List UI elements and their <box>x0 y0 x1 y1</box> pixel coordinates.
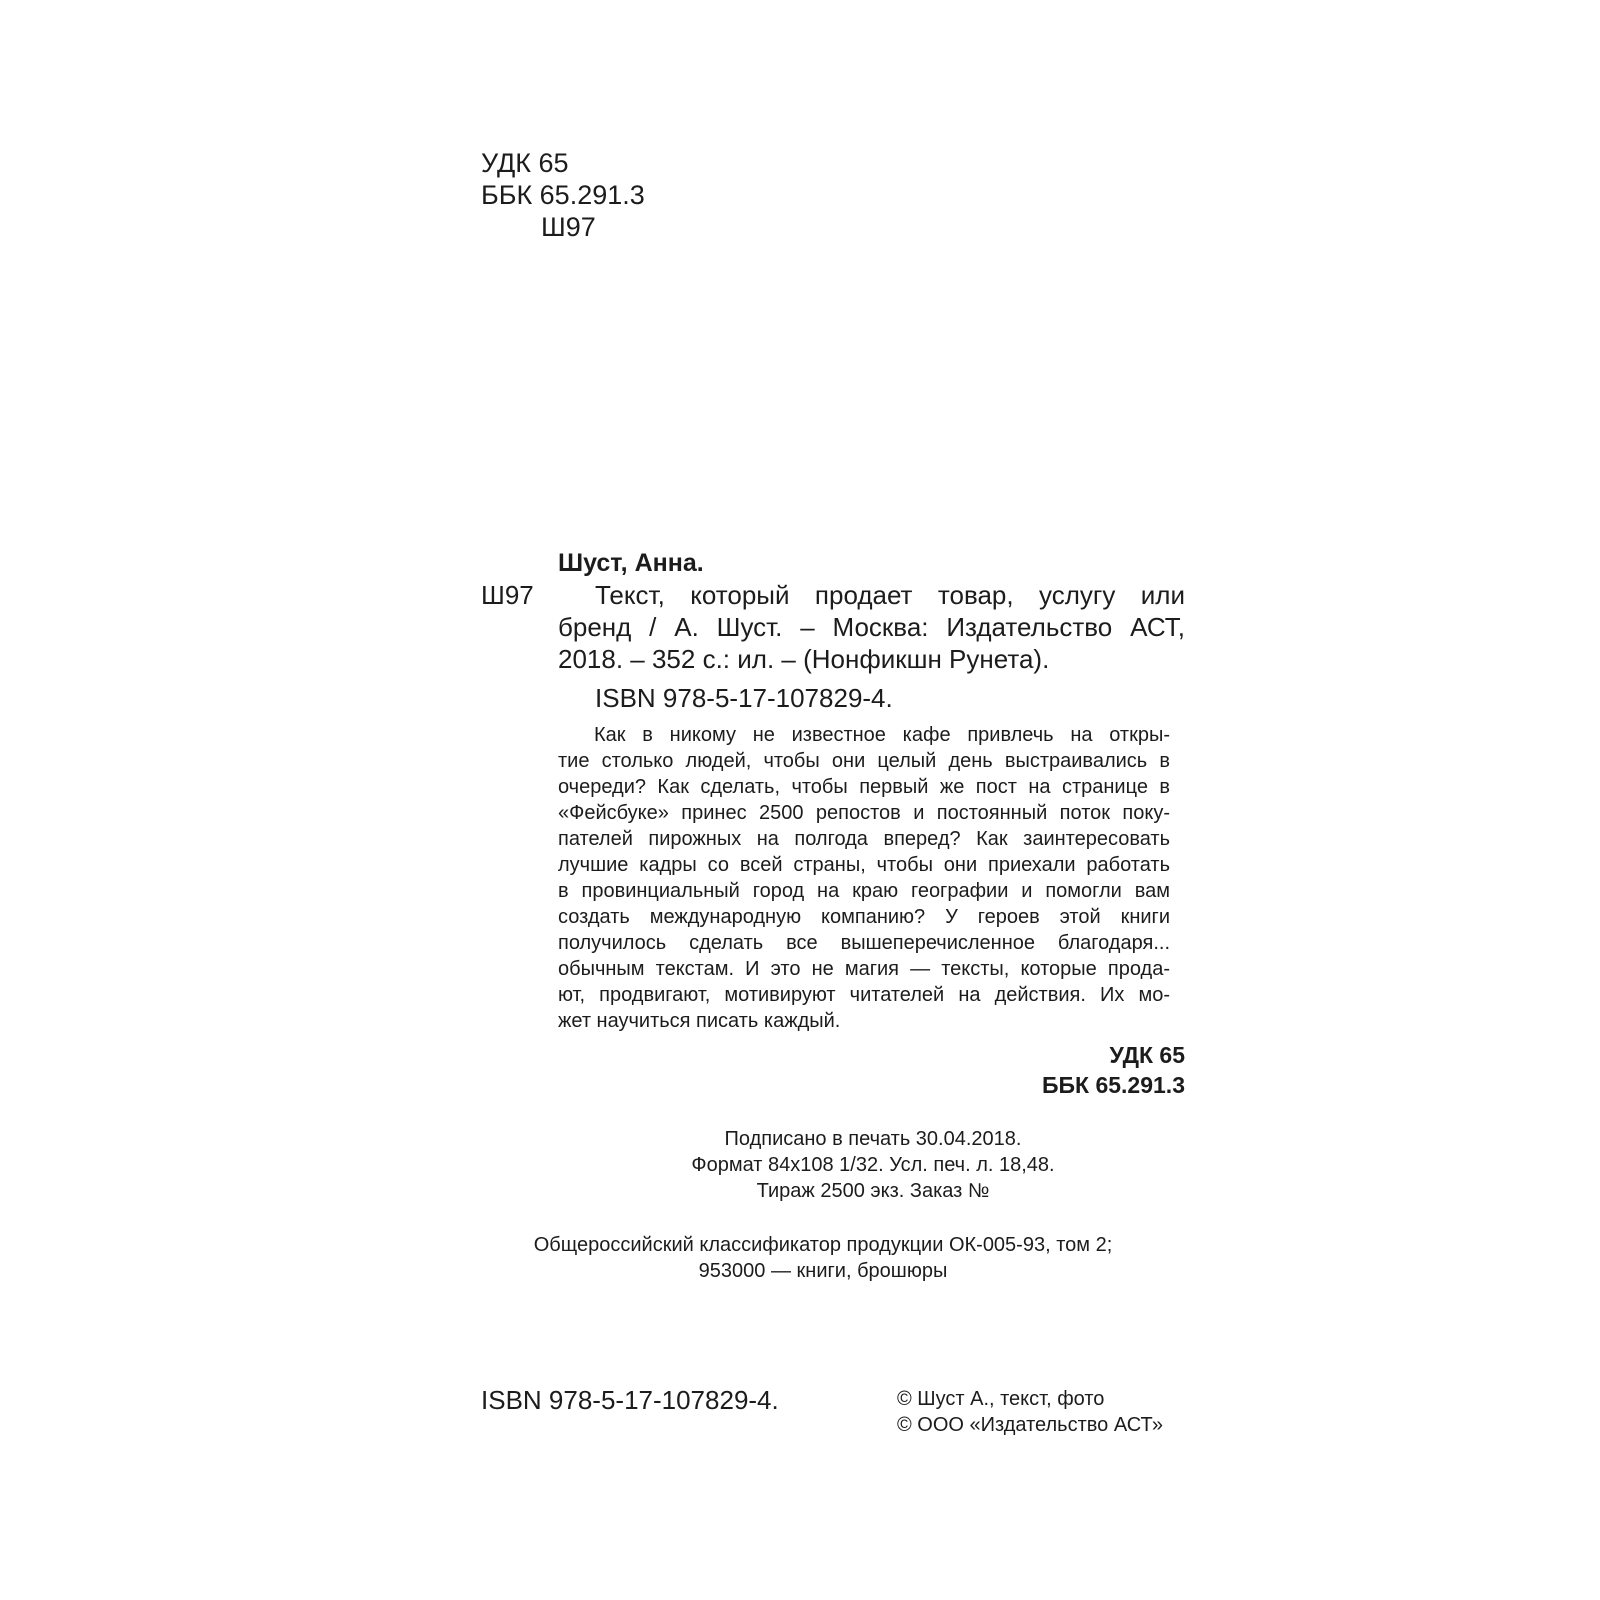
copyright-publisher: © ООО «Издательство АСТ» <box>897 1414 1163 1436</box>
footer-isbn: ISBN 978-5-17-107829-4. <box>481 1385 779 1415</box>
annotation-line: лучшие кадры со всей страны, чтобы они приехали работать <box>558 854 1170 876</box>
annotation-line: в провинциальный город на краю географии и помогли вам <box>558 880 1170 902</box>
record-author-mark: Ш97 <box>481 580 534 610</box>
record-bbk: ББК 65.291.3 <box>1041 1072 1185 1098</box>
record-udk: УДК 65 <box>1109 1042 1185 1068</box>
imprint-format: Формат 84x108 1/32. Усл. печ. л. 18,48. <box>691 1154 1055 1176</box>
imprint-signed: Подписано в печать 30.04.2018. <box>724 1128 1022 1150</box>
annotation <box>558 722 1170 1034</box>
annotation-line: очереди? Как сделать, чтобы первый же пост на странице в <box>558 776 1170 798</box>
annotation-line: тие столько людей, чтобы они целый день выстраивались в <box>558 750 1170 772</box>
record-title-line: бренд / А. Шуст. – Москва: Издательство АСТ, <box>558 612 1185 642</box>
annotation-line: жет научиться писать каждый. <box>558 1010 841 1032</box>
record-title-line: Текст, который продает товар, услугу или <box>595 580 1185 610</box>
record-title-line: 2018. – 352 с.: ил. – (Нонфикшн Рунета). <box>558 644 1050 674</box>
record-isbn: ISBN 978-5-17-107829-4. <box>595 683 893 713</box>
imprint-run: Тираж 2500 экз. Заказ № <box>756 1180 990 1202</box>
annotation-line: создать международную компанию? У героев этой книги <box>558 906 1170 928</box>
annotation-line: пателей пирожных на полгода вперед? Как заинтересовать <box>558 828 1170 850</box>
annotation-line: получилось сделать все вышеперечисленное благодаря... <box>558 932 1170 954</box>
header-author-mark: Ш97 <box>541 212 596 242</box>
classifier-line: 953000 — книги, брошюры <box>698 1260 948 1282</box>
annotation-line: ют, продвигают, мотивируют читателей на действия. Их мо- <box>558 984 1170 1006</box>
copyright-author: © Шуст А., текст, фото <box>897 1388 1105 1410</box>
header-bbk: ББК 65.291.3 <box>481 180 645 210</box>
header-udk: УДК 65 <box>481 148 569 178</box>
record-author: Шуст, Анна. <box>558 549 704 577</box>
annotation-line: обычным текстам. И это не магия — тексты, которые прода- <box>558 958 1170 980</box>
annotation-line: Как в никому не известное кафе привлечь на откры- <box>594 724 1170 746</box>
classifier-line: Общероссийский классификатор продукции ОК-005-93, том 2; <box>533 1234 1113 1256</box>
annotation-line: «Фейсбуке» принес 2500 репостов и постоянный поток поку- <box>558 802 1170 824</box>
